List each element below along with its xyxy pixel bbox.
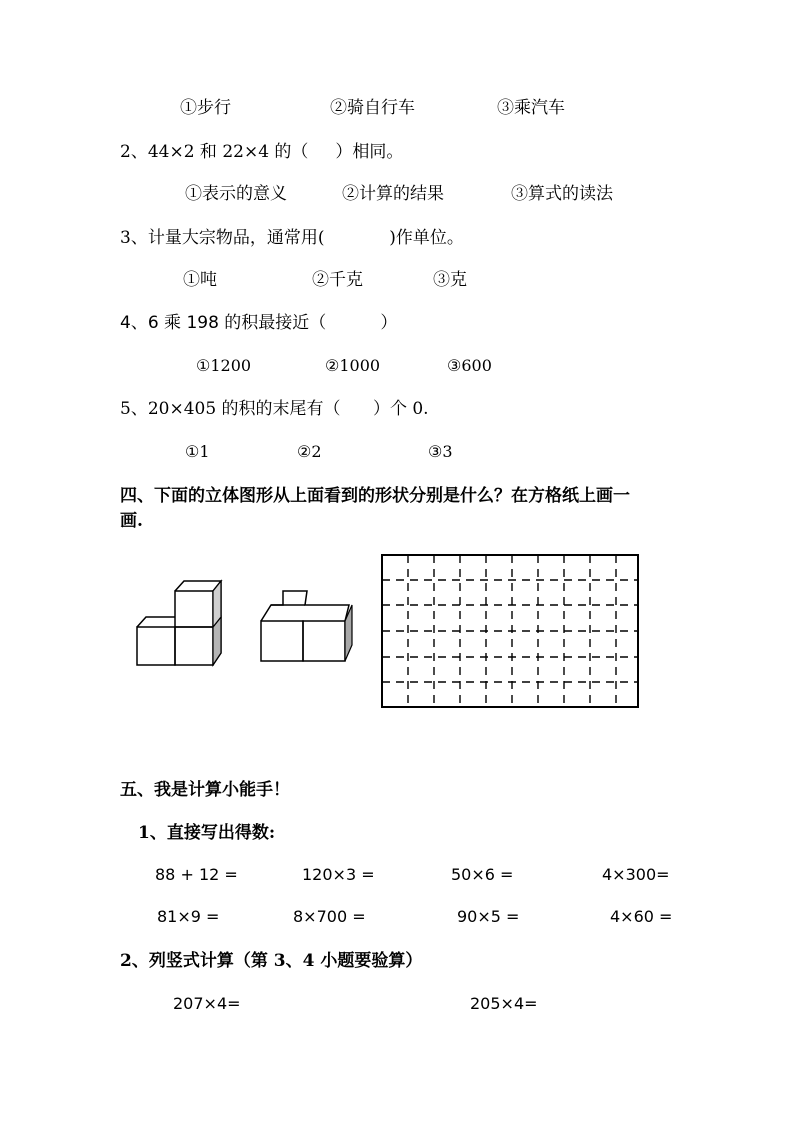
calc-2-3: 90×5 = (457, 907, 520, 926)
section4-heading-line1: 四、下面的立体图形从上面看到的形状分别是什么？在方格纸上画一 (120, 486, 630, 506)
section4-heading-line2: 画. (120, 511, 143, 531)
q2-stem: 2、44×2 和 22×4 的（ ）相同。 (120, 142, 404, 162)
q1-option-2: ②骑自行车 (330, 98, 415, 118)
q1-option-1: ①步行 (180, 98, 231, 118)
q4-option-1: ①1200 (196, 356, 252, 375)
q3-option-1: ①吨 (183, 270, 217, 290)
cube-figure-2 (255, 585, 355, 665)
q5-option-1: ①1 (185, 442, 210, 461)
calc-2-2: 8×700 = (293, 907, 366, 926)
q5-stem: 5、20×405 的积的末尾有（ ）个 0. (120, 399, 429, 419)
calc-2-1: 81×9 = (157, 907, 220, 926)
calc-1-3: 50×6 = (451, 865, 514, 884)
calc-1-4: 4×300= (602, 865, 670, 884)
section5-sub1: 1、直接写出得数: (138, 823, 276, 843)
calc-1-2: 120×3 = (302, 865, 375, 884)
q5-option-2: ②2 (297, 442, 322, 461)
section5-heading: 五、我是计算小能手！ (120, 780, 290, 800)
q5-option-3: ③3 (428, 442, 453, 461)
vertical-calc-1: 207×4= (173, 994, 241, 1013)
q3-option-3: ③克 (433, 270, 467, 290)
cube-figure-1 (130, 575, 230, 670)
q3-option-2: ②千克 (312, 270, 363, 290)
calc-2-4: 4×60 = (610, 907, 673, 926)
section5-sub2: 2、列竖式计算（第 3、4 小题要验算） (120, 951, 423, 971)
q2-option-2: ②计算的结果 (342, 184, 444, 204)
calc-1-1: 88 + 12 = (155, 865, 238, 884)
q2-option-1: ①表示的意义 (185, 184, 287, 204)
q3-stem: 3、计量大宗物品，通常用( )作单位。 (120, 228, 464, 248)
q4-stem: 4、6 乘 198 的积最接近（ ） (120, 313, 398, 333)
q2-option-3: ③算式的读法 (511, 184, 613, 204)
grid-paper[interactable] (380, 553, 642, 711)
vertical-calc-2: 205×4= (470, 994, 538, 1013)
q4-option-2: ②1000 (325, 356, 381, 375)
q1-option-3: ③乘汽车 (497, 98, 565, 118)
q4-option-3: ③600 (447, 356, 492, 375)
